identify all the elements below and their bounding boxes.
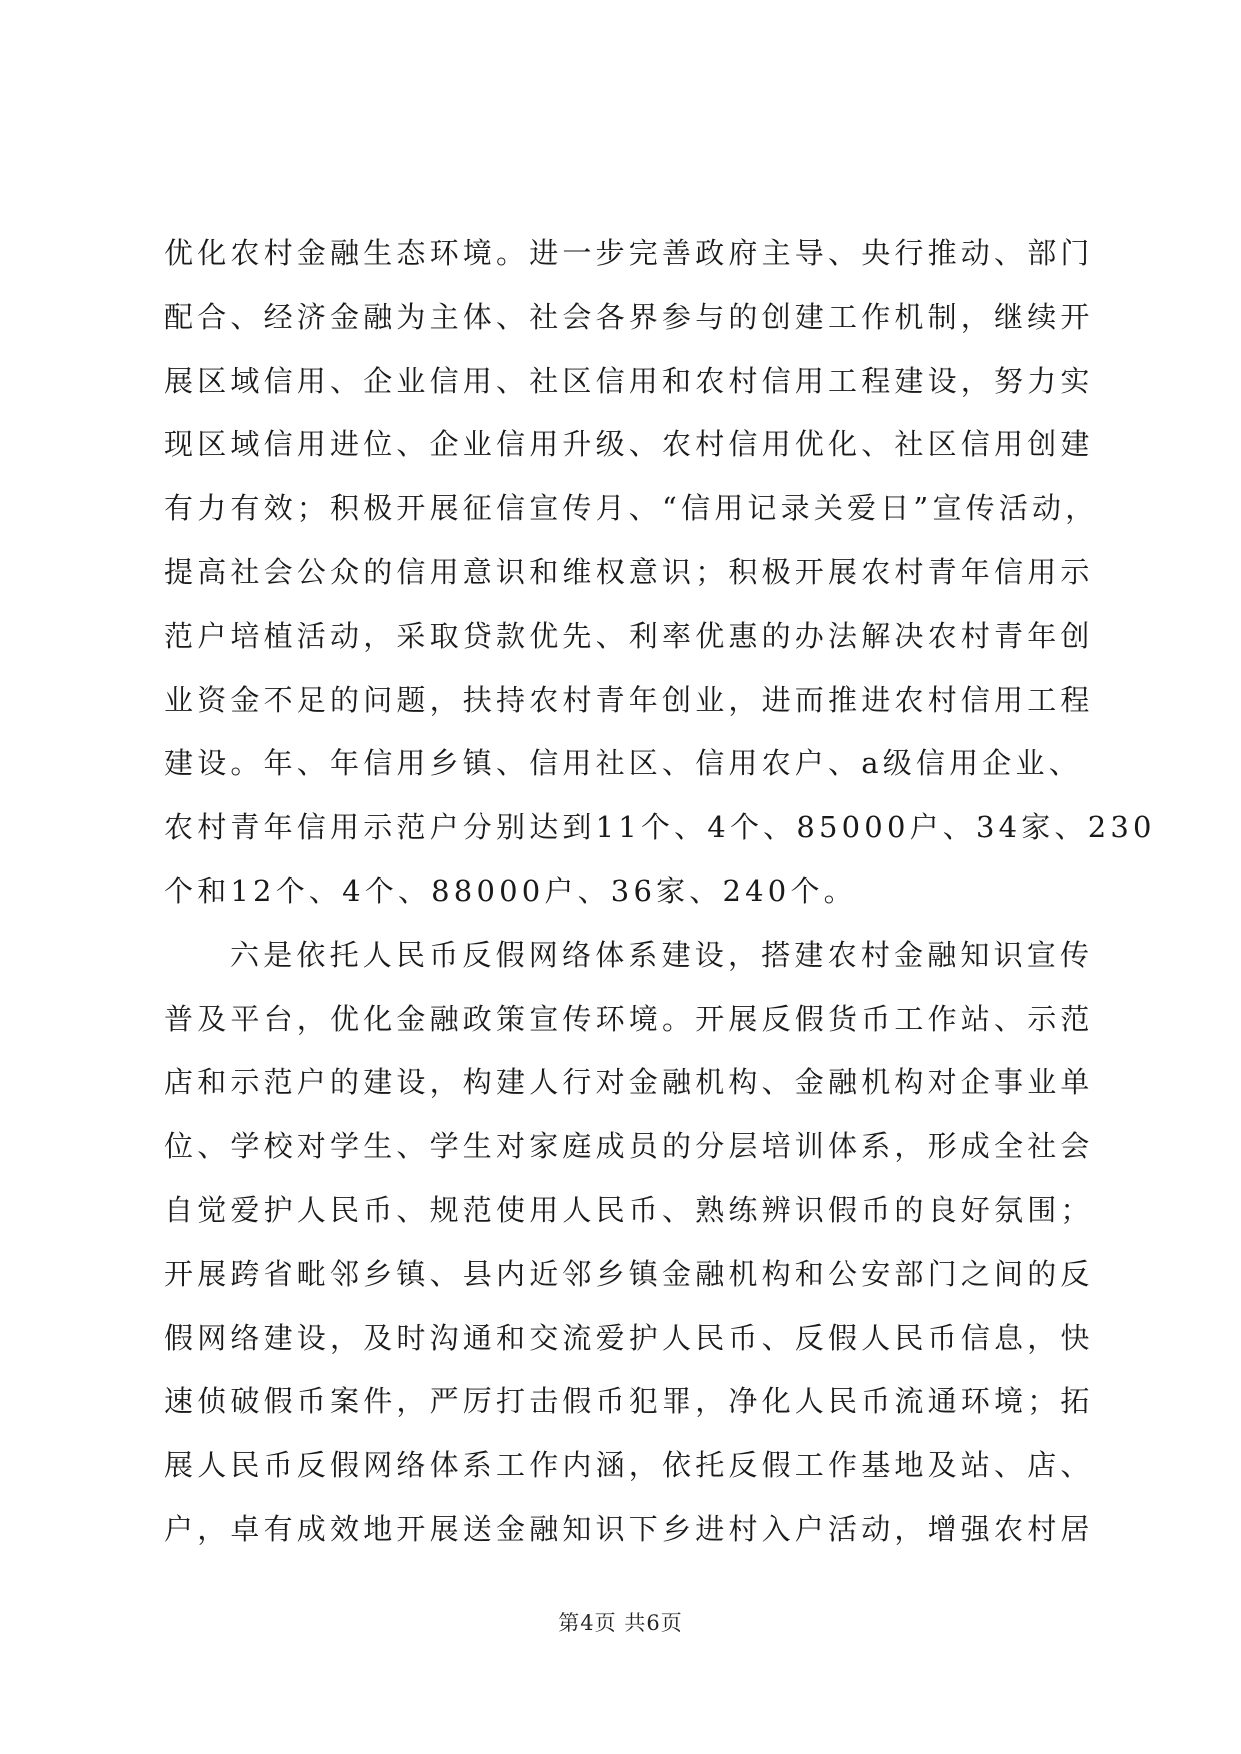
text-line: 展区域信用、企业信用、社区信用和农村信用工程建设，努力实 [164, 363, 1094, 398]
paragraph-start-line: 六是依托人民币反假网络体系建设，搭建农村金融知识宣传 [230, 937, 1094, 972]
text-line: 假网络建设，及时沟通和交流爱护人民币、反假人民币信息，快 [164, 1320, 1094, 1355]
text-line: 配合、经济金融为主体、社会各界参与的创建工作机制，继续开 [164, 299, 1094, 334]
text-line: 农村青年信用示范户分别达到11个、4个、85000户、34家、230 [164, 810, 1156, 845]
page-number-footer: 第4页 共6页 [558, 1611, 683, 1635]
text-line: 个和12个、4个、88000户、36家、240个。 [164, 873, 857, 908]
text-line: 店和示范户的建设，构建人行对金融机构、金融机构对企事业单 [164, 1065, 1094, 1100]
text-line: 自觉爱护人民币、规范使用人民币、熟练辨识假币的良好氛围； [164, 1192, 1094, 1227]
text-line: 建设。年、年信用乡镇、信用社区、信用农户、a级信用企业、 [164, 746, 1082, 781]
text-line: 业资金不足的问题，扶持农村青年创业，进而推进农村信用工程 [164, 682, 1094, 717]
text-line: 优化农村金融生态环境。进一步完善政府主导、央行推动、部门 [164, 236, 1094, 270]
text-line: 户，卓有成效地开展送金融知识下乡进村入户活动，增强农村居 [164, 1511, 1094, 1546]
text-line: 范户培植活动，采取贷款优先、利率优惠的办法解决农村青年创 [164, 618, 1094, 653]
text-line: 速侦破假币案件，严厉打击假币犯罪，净化人民币流通环境；拓 [164, 1384, 1094, 1419]
text-line: 提高社会公众的信用意识和维权意识；积极开展农村青年信用示 [164, 554, 1094, 589]
text-line: 开展跨省毗邻乡镇、县内近邻乡镇金融机构和公安部门之间的反 [164, 1256, 1094, 1291]
document-body [164, 222, 1156, 1562]
text-line: 现区域信用进位、企业信用升级、农村信用优化、社区信用创建 [164, 427, 1094, 462]
text-line: 有力有效；积极开展征信宣传月、“信用记录关爱日”宣传活动， [164, 491, 1099, 526]
text-line: 位、学校对学生、学生对家庭成员的分层培训体系，形成全社会 [164, 1129, 1094, 1164]
text-line: 展人民币反假网络体系工作内涵，依托反假工作基地及站、店、 [164, 1448, 1094, 1483]
text-line: 普及平台，优化金融政策宣传环境。开展反假货币工作站、示范 [164, 1001, 1094, 1036]
